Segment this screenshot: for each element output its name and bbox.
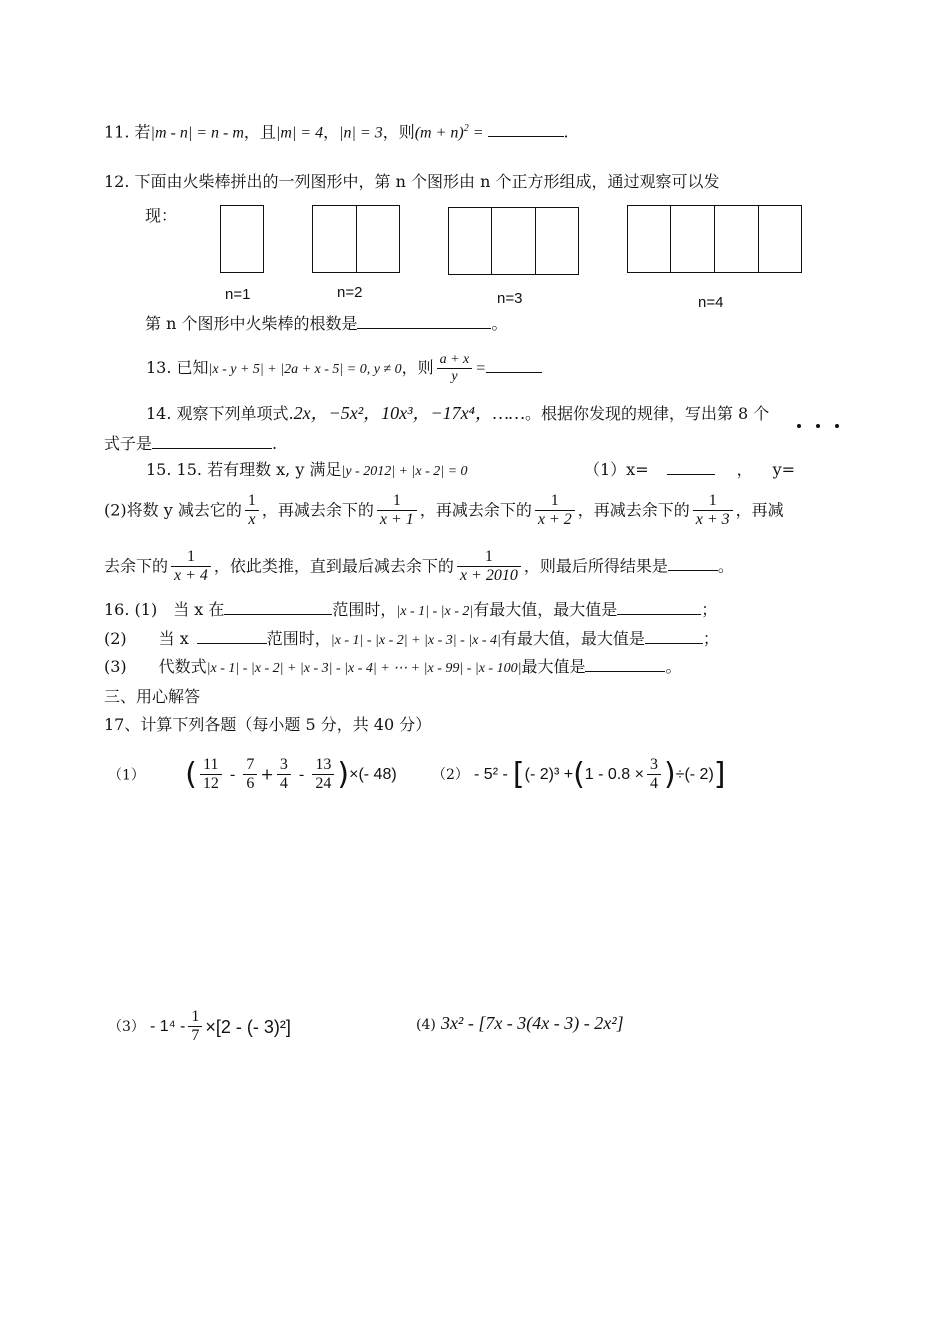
q11-answer-blank[interactable] [488,136,564,137]
q17-p4-expr: 3x² - [7x - 3(4x - 3) - 2x²] [440,1013,624,1033]
question-16-part1 [104,602,717,619]
question-14-line2 [104,436,277,452]
divider [758,205,759,273]
q15-lead: 15. 15. 若有理数 x, y 满足 [146,460,342,479]
q15-frac-5 [171,548,211,586]
question-15-line2 [104,492,784,530]
paren-open-icon: ( [573,756,585,792]
q15-frac-4 [693,492,733,530]
question-12-line1: 12. 下面由火柴棒拼出的一列图形中，第 n 个图形由 n 个正方形组成，通过观察可以发 [104,172,720,191]
q15-frac-2 [377,492,417,530]
frac-num: 3 [277,756,291,775]
q16-max-blank-2[interactable] [645,643,703,644]
q15-result-blank[interactable] [668,570,718,571]
q15-end: 。 [717,556,734,576]
q11-eq: = [468,124,488,142]
question-13 [146,352,542,385]
q16-range-blank-2[interactable] [197,643,267,644]
q15-p1c: y= [772,460,796,479]
q12-answer-blank[interactable] [357,328,491,329]
q13-eq: = [475,360,487,378]
q15-expr: |y - 2012| + |x - 2| = 0 [341,464,468,479]
emphasis-dot [797,424,801,428]
question-16-part3 [104,659,681,676]
paren-close-icon: ) [337,756,350,792]
divider [535,207,536,275]
question-14 [146,404,769,422]
q17-p2-c: ÷(- 2) [675,765,714,783]
q16-l1-mid: 范围时， [332,600,397,619]
q11-expr4: (m + n) [414,124,464,142]
frac-num: 1 [377,492,417,511]
q11-sep1: ，且 [243,122,276,142]
frac-num: 1 [245,492,259,511]
emphasis-dot [816,424,820,428]
question-17-title: 17、计算下列各题（每小题 5 分，共 40 分） [104,715,432,734]
q11-expr3: |n| = 3 [339,124,383,142]
frac-den: 7 [191,1027,200,1045]
q14-answer-blank[interactable] [152,448,272,449]
q16-l3-expr: |x - 1| - |x - 2| + |x - 3| - |x - 4| + ⋯ + |x - 99| - |x - 100| [206,661,522,676]
q17-problem-2 [432,756,725,794]
square-row [448,207,579,275]
frac-num: 1 [171,548,211,567]
q15-frac-3 [535,492,575,530]
q17-problem-3 [108,1008,291,1046]
question-15-line1 [146,462,468,479]
q17-p1-frac-a [200,756,222,794]
frac-num: 1 [457,548,521,567]
q17-p3-label: （3） [108,1018,145,1035]
q16-max-blank-1[interactable] [617,614,701,615]
q17-p2-b: 1 - 0.8 × [584,765,644,783]
q17-p4-label: (4) [416,1017,436,1033]
q14-tail: 。根据你发现的规律，写出第 8 个 [524,404,770,423]
q11-end: . [563,122,569,142]
frac-num: 11 [200,756,222,775]
q13-mid: ，则 [401,358,434,378]
q12-line3a: 第 n 个图形中火柴棒的根数是 [145,314,358,333]
frac-den: x + 2 [537,511,572,529]
frac-den: x [248,511,256,529]
q17-p2-label: （2） [432,766,469,783]
q17-p2-head: - 5² - [474,765,508,783]
q16-l3-end: 。 [665,657,682,676]
divider [491,207,492,275]
q17-p1-label: （1） [108,767,145,784]
q15-x-blank[interactable] [667,474,715,475]
question-15-line3 [104,548,734,586]
q15-frac-1 [245,492,259,530]
question-12-line2: 现： [145,206,178,225]
q15-p1: （1）x= [584,460,649,479]
emphasis-dot [835,424,839,428]
divider [714,205,715,273]
q11-sep3: ，则 [382,122,415,142]
paren-open-icon: ( [185,756,197,792]
q12-line3b: 。 [491,314,508,333]
q17-problem-1: （1） ( $\frac{11}{12}$ - $\frac{7}{6}$ + $\frac{3}{4}$ - $\frac{13}{24}$ )×(- 48) [108,756,397,793]
frac-num: 3 [647,756,661,775]
bracket-close-icon: ] [713,756,726,792]
question-15-part1 [584,462,795,478]
frac-den: 12 [202,775,219,793]
q17-p1-frac-b [243,756,257,794]
divider [670,205,671,273]
q15-t4: ，再减 [735,500,784,520]
figure-label-4: n=4 [698,294,724,311]
q13-fraction [437,352,473,385]
frac-den: 6 [246,775,255,793]
q16-l2-mid: 范围时， [266,629,331,648]
q16-l2-expr: |x - 1| - |x - 2| + |x - 3| - |x - 4| [330,633,501,648]
q15-frac-6 [457,548,521,586]
q16-range-blank-1[interactable] [224,614,332,615]
q15-t1: ，再减去余下的 [261,500,374,520]
question-11 [104,124,569,141]
frac-num: 1 [188,1008,202,1027]
q17-p3-head: - 1⁴ - [150,1017,186,1035]
q17-p2-frac [647,756,661,794]
q11-exponent: 2 [463,123,469,134]
q16-l3-lead: (3) 代数式 [104,657,207,676]
q16-l1-expr: |x - 1| - |x - 2| [396,604,474,619]
bracket-open-icon: [ [512,756,525,792]
q11-expr1: |m - n| = n - m [150,124,244,142]
figure-label-2: n=2 [337,284,363,301]
q13-answer-blank[interactable] [486,372,542,373]
q13-expr: |x - y + 5| + |2a + x - 5| = 0, y ≠ 0 [208,362,402,378]
frac-den: 24 [315,775,332,793]
figure-label-3: n=3 [497,290,523,307]
q15-p1b: ， [736,460,753,479]
q17-p3-tail: ×[2 - (- 3)²] [205,1016,291,1037]
q15-line2-lead: (2)将数 y 减去它的 [104,500,242,520]
q17-p1-frac-c [277,756,291,794]
frac-den: x + 1 [379,511,414,529]
q15-t6: ，则最后所得结果是 [523,556,668,576]
q17-p2-a: (- 2)³ + [524,765,574,783]
frac-num: 7 [243,756,257,775]
frac-den: x + 3 [695,511,730,529]
frac-den: 4 [649,775,658,793]
paren-close-icon: ) [663,756,676,792]
frac-num: 1 [693,492,733,511]
frac-num: 1 [535,492,575,511]
q16-l2-end: ； [702,629,719,648]
section-heading: 三、用心解答 [104,687,201,706]
q17-p3-frac [188,1008,202,1046]
q14-terms: 2x，−5x²，10x³，−17x⁴，…… [293,403,525,423]
q13-lead: 13. 已知 [146,358,209,378]
q15-t2: ，再减去余下的 [419,500,532,520]
q14-lead: 14. 观察下列单项式. [146,404,294,423]
frac-num: 13 [312,756,334,775]
q17-problem-4 [416,1014,624,1032]
q11-expr2: |m| = 4 [275,124,324,142]
q17-p1-frac-d [312,756,334,794]
q15-t3: ，再减去余下的 [577,500,690,520]
q14-end: . [272,434,278,453]
q15-line3-lead: 去余下的 [104,556,169,576]
q13-frac-den: y [451,369,458,385]
q16-l3-tail: 最大值是 [521,657,586,676]
question-16-part2 [104,631,719,648]
q15-t5: ，依此类推，直到最后减去余下的 [213,556,454,576]
frac-den: 4 [279,775,288,793]
q16-l1-tail: 有最大值，最大值是 [473,600,618,619]
q16-l2-tail: 有最大值，最大值是 [500,629,645,648]
q17-p1-tail: ×(- 48) [349,765,397,783]
frac-den: x + 4 [174,567,208,585]
q11-sep2: ， [323,122,340,142]
figure-label-1: n=1 [225,286,251,303]
q16-l1-lead: 16. (1) 当 x 在 [104,600,225,619]
q16-l1-end: ； [701,600,718,619]
q16-max-blank-3[interactable] [585,671,665,672]
question-12-line3 [145,316,508,332]
frac-den: x + 2010 [459,567,518,585]
square [220,205,264,273]
q13-frac-num: a + x [437,352,473,369]
divider [356,205,357,273]
q16-l2-lead: (2) 当 x [104,629,189,648]
q11-lead: 11. 若 [104,122,151,142]
q14-line2: 式子是 [104,434,153,453]
